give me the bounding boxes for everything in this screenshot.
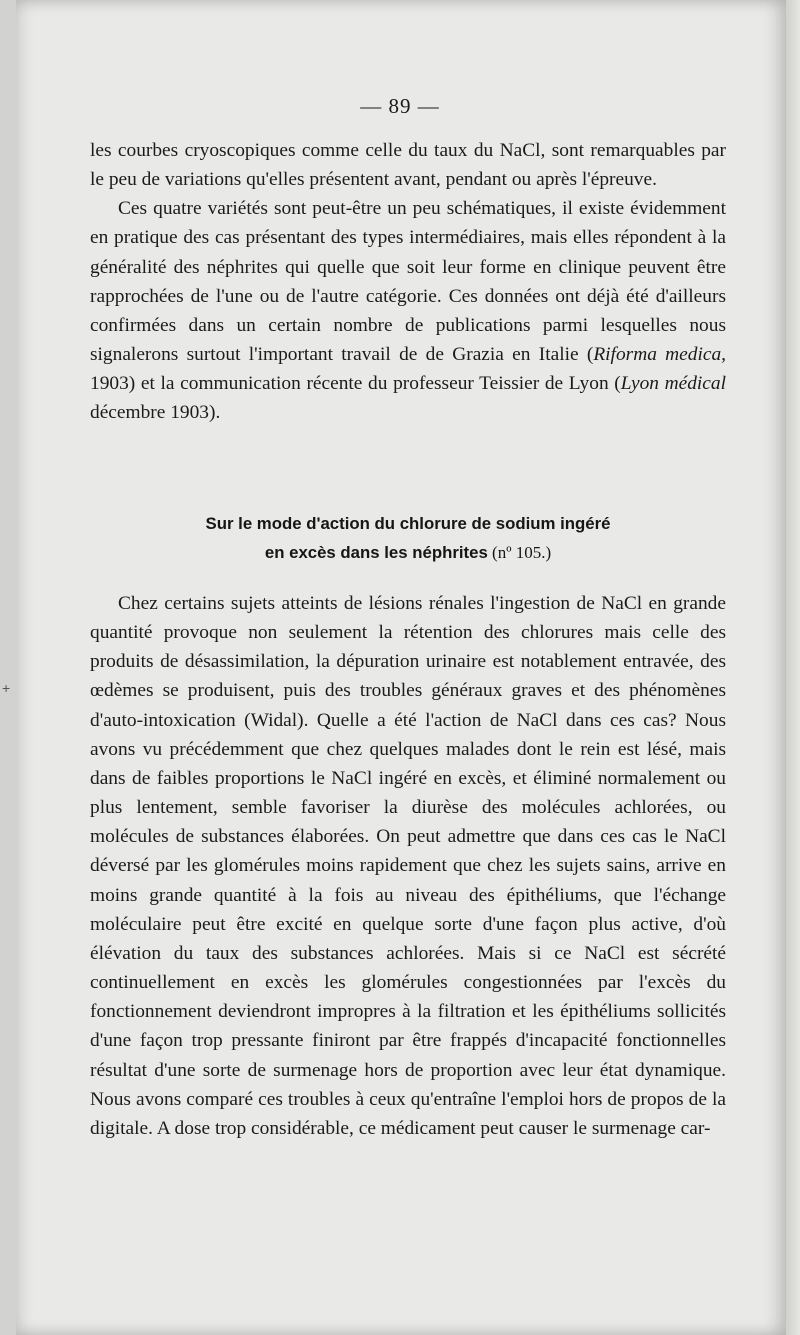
- heading-line-1: Sur le mode d'action du chlorure de sodium ingéré: [205, 514, 611, 533]
- heading-line-2-text: en excès dans les néphrites: [264, 543, 488, 562]
- text-block-bottom: [90, 589, 726, 1143]
- citation-riforma-medica: Riforma medica,: [593, 344, 727, 366]
- text-block-top: [90, 136, 726, 428]
- margin-mark: +: [2, 680, 11, 696]
- citation-lyon-medical: Lyon médical: [620, 373, 726, 395]
- heading-line-2: [90, 538, 726, 567]
- paragraph-varieties-text-2: 1903) et la communication récente du professeur Teissier de Lyon (: [90, 373, 621, 395]
- paragraph-continuation: les courbes cryoscopiques comme celle du taux du NaCl, sont remarquables par le peu de variations qu'elles présentent avant, pendant ou après l'épreuve.: [90, 140, 726, 191]
- section-heading: [90, 509, 726, 567]
- paragraph-varieties-text-3: décembre 1903).: [90, 402, 221, 424]
- paragraph-varieties: [90, 194, 726, 427]
- paragraph-varieties-text-1: Ces quatre variétés sont peut-être un peu schématiques, il existe évidemment en pratique des cas présentant des types intermédiaires, mais elles répondent à la généralité des néphrites qui quelle que soit leur forme en clinique peuvent être rapprochées de l'une ou de l'autre catégorie. Ces données ont déjà été d'ailleurs confirmées dans un certain nombre de publications parmi lesquelles nous signalerons surtout l'important travail de de Grazia en Italie (: [90, 198, 726, 366]
- page-edge: [786, 0, 800, 1335]
- heading-reference: (nº 105.): [487, 543, 552, 562]
- paragraph-nacl-action: Chez certains sujets atteints de lésions rénales l'ingestion de NaCl en grande quantité provoque non seulement la rétention des chlorures mais celle des produits de désassimilation, la dépuration urinaire est notablement entravée, des œdèmes se produisent, puis des troubles généraux graves et des phénomènes d'auto-intoxication (Widal). Quelle a été l'action de NaCl dans ces cas? Nous avons vu précédemment que chez quelques malades dont le rein est lésé, mais dans de faibles proportions le NaCl ingéré en excès, et éliminé normalement ou plus lentement, semble favoriser la diurèse des molécules achlorées, ou molécules de substances élaborées. On peut admettre que dans ces cas le NaCl déversé par les glomérules moins rapidement que chez les sujets sains, arrive en moins grande quantité à la fois au niveau des épithéliums, que l'échange moléculaire peut être excité en quelque sorte d'une façon plus active, d'où élévation du taux des substances achlorées. Mais si ce NaCl est sécrété continuellement en excès les glomérules congestionnées par l'excès du fonctionnement deviendront impropres à la filtration et les épithéliums sollicités d'une façon trop pressante finiront par être frappés d'incapacité fonctionnelles résultat d'une sorte de surmenage hors de proportion avec leur état dynamique. Nous avons comparé ces troubles à ceux qu'entraîne l'emploi hors de propos de la digitale. A dose trop considérable, ce médicament peut causer le surmenage car-: [90, 593, 726, 1139]
- page-number: — 89 —: [360, 94, 440, 118]
